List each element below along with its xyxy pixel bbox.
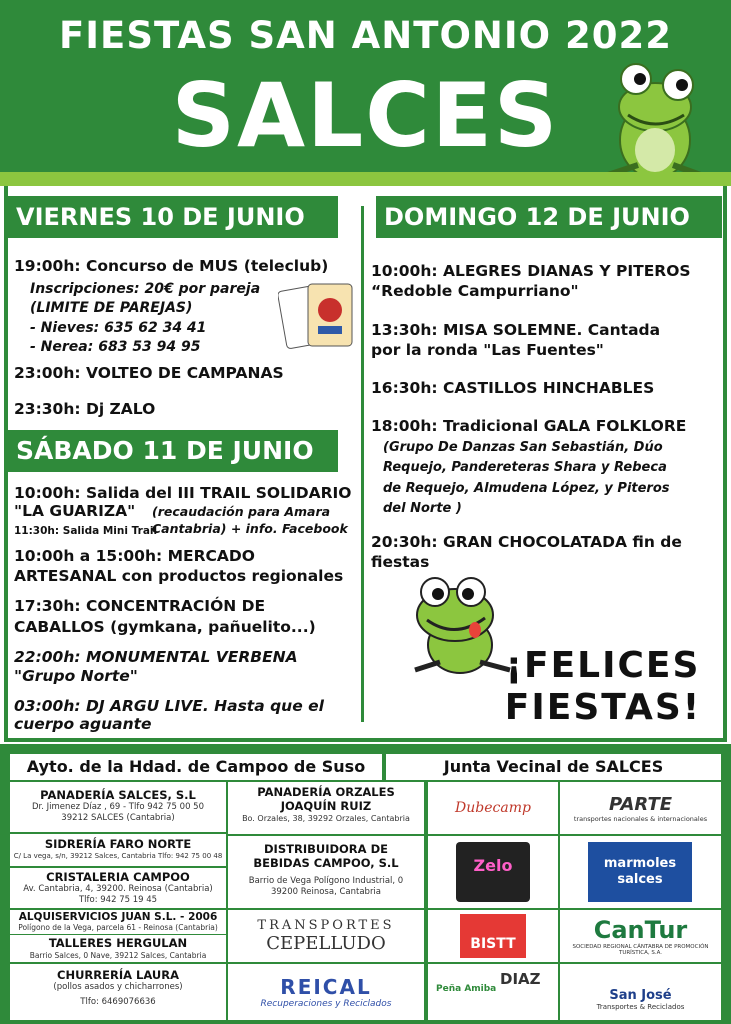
mus-contact-nieves: - Nieves: 635 62 34 41 — [30, 320, 207, 336]
logo-text: REICAL — [280, 975, 372, 999]
column-divider — [361, 206, 364, 722]
event-campanas: 23:00h: VOLTEO DE CAMPANAS — [14, 364, 284, 382]
sponsor-heading-junta: Junta Vecinal de SALCES — [386, 754, 721, 780]
logo-text: marmoles — [603, 856, 677, 871]
event-trail: 10:00h: Salida del III TRAIL SOLIDARIO — [14, 484, 352, 502]
felices-line-1: ¡FELICES — [505, 645, 701, 686]
sponsor-panaderia-orzales — [228, 782, 424, 834]
event-gala: 18:00h: Tradicional GALA FOLKLORE — [371, 417, 687, 435]
sponsor-detail: Av. Cantabria, 4, 39200. Reinosa (Cantabria) — [23, 884, 213, 894]
sponsor-heading-ayto: Ayto. de la Hdad. de Campoo de Suso — [10, 754, 382, 780]
sponsor-cristaleria — [10, 868, 226, 908]
event-chocolatada-2: fiestas — [371, 553, 430, 571]
event-dj-argu: 03:00h: DJ ARGU LIVE. Hasta que el — [14, 697, 324, 715]
sponsor-sidreria — [10, 834, 226, 866]
logo-text: Peña Amiba — [436, 984, 497, 994]
sponsor-detail: Polígono de la Vega, parcela 61 - Reinosa (Cantabria) — [18, 923, 218, 932]
sponsor-name: CRISTALERIA CAMPOO — [46, 870, 190, 884]
header-accent-line — [0, 172, 731, 186]
event-trail-name: "LA GUARIZA" — [14, 502, 136, 520]
sponsor-zelo — [428, 836, 558, 908]
event-misa-2: por la ronda "Las Fuentes" — [371, 341, 604, 359]
sponsor-talleres — [10, 935, 226, 962]
event-dianas-2: “Redoble Campurriano" — [371, 282, 579, 300]
sponsor-bistt — [428, 910, 558, 962]
sponsor-detail: 39200 Reinosa, Cantabria — [270, 887, 382, 897]
logo-text: CEPELLUDO — [266, 933, 386, 954]
sponsor-detail: Tlfo: 6469076636 — [80, 997, 156, 1007]
sponsor-name: SIDRERÍA FARO NORTE — [44, 837, 192, 851]
sponsor-detail: Dr. Jimenez Díaz , 69 - Tlfo 942 75 00 50 — [31, 802, 205, 812]
sponsor-marmoles — [560, 836, 721, 908]
friday-heading: VIERNES 10 DE JUNIO — [8, 196, 338, 238]
sponsor-parte — [560, 782, 721, 834]
sponsor-detail: Barrio Salces, 0 Nave, 39212 Salces, Cantabria — [29, 951, 207, 960]
mus-contact-nerea: - Nerea: 683 53 94 95 — [30, 339, 201, 355]
sponsor-name: PANADERÍA ORZALES — [257, 785, 395, 799]
logo-text: Recuperaciones y Reciclados — [260, 999, 392, 1009]
event-caballos-2: CABALLOS (gymkana, pañuelito...) — [14, 618, 316, 636]
gala-detail-2: Requejo, Pandereteras Shara y Rebeca — [383, 460, 667, 475]
event-dj-argu-2: cuerpo aguante — [14, 715, 152, 733]
event-mus: 19:00h: Concurso de MUS (teleclub) — [14, 257, 329, 275]
mini-trail: 11:30h: Salida Mini Trail — [14, 525, 158, 537]
event-castillos: 16:30h: CASTILLOS HINCHABLES — [371, 379, 655, 397]
sponsor-name-2: JOAQUÍN RUIZ — [280, 799, 372, 813]
felices-fiestas — [488, 645, 718, 729]
sponsor-name: ALQUISERVICIOS JUAN S.L. - 2006 — [18, 911, 218, 923]
sponsor-name: CHURRERÍA LAURA — [57, 968, 179, 982]
event-dj-zalo: 23:30h: Dj ZALO — [14, 400, 156, 418]
sponsor-panaderia-salces — [10, 782, 226, 832]
sponsor-churreria — [10, 964, 226, 1020]
logo-text: PARTE — [608, 793, 673, 815]
event-misa: 13:30h: MISA SOLEMNE. Cantada — [371, 321, 661, 339]
sponsor-alquiservicios — [10, 910, 226, 934]
trail-note-2: Cantabria) + info. Facebook — [152, 521, 348, 536]
logo-text: San José — [609, 987, 672, 1003]
event-verbena: 22:00h: MONUMENTAL VERBENA — [14, 648, 298, 666]
event-dianas: 10:00h: ALEGRES DIANAS Y PITEROS — [371, 262, 691, 280]
logo-text: Transportes & Reciclados — [596, 1002, 685, 1011]
sponsor-sanjose — [560, 964, 721, 1020]
sunday-heading: DOMINGO 12 DE JUNIO — [376, 196, 722, 238]
sponsor-diaz — [428, 964, 558, 1020]
sponsor-name: PANADERÍA SALCES, S.L — [40, 788, 196, 802]
sponsor-detail: Tlfo: 942 75 19 45 — [78, 895, 158, 905]
logo-text: salces — [617, 872, 663, 887]
sponsor-detail: Bo. Orzales, 38, 39292 Orzales, Cantabria — [242, 814, 410, 823]
logo-text: SOCIEDAD REGIONAL CÁNTABRA DE PROMOCIÓN TURÍSTICA, S.A. — [572, 944, 709, 956]
frog-icon — [598, 55, 713, 185]
gala-detail-4: del Norte ) — [383, 501, 462, 516]
logo-text: TRANSPORTES — [257, 918, 395, 933]
logo-text: DIAZ — [500, 970, 541, 988]
mus-limit: (LIMITE DE PAREJAS) — [30, 300, 193, 316]
logo-text: transportes nacionales & internacionales — [573, 814, 708, 823]
sponsor-name: TALLERES HERGULAN — [48, 936, 188, 950]
logo-text: Zelo — [473, 856, 513, 875]
felices-line-2: FIESTAS! — [504, 687, 702, 728]
trail-note-1: (recaudación para Amara — [152, 504, 331, 519]
town-title: SALCES — [171, 64, 560, 167]
event-verbena-2: "Grupo Norte" — [14, 667, 138, 685]
sponsor-cepelludo — [228, 910, 424, 962]
gala-detail-1: (Grupo De Danzas San Sebastián, Dúo — [383, 440, 663, 455]
event-mercado-2: ARTESANAL con productos regionales — [14, 567, 344, 585]
sponsor-reical — [228, 964, 424, 1020]
event-title: FIESTAS SAN ANTONIO 2022 — [59, 14, 672, 57]
logo-text: CanTur — [593, 916, 688, 944]
sponsor-dubecamp — [428, 782, 558, 834]
event-chocolatada: 20:30h: GRAN CHOCOLATADA fin de — [371, 533, 682, 551]
sponsor-name-2: BEBIDAS CAMPOO, S.L — [253, 856, 399, 870]
event-caballos: 17:30h: CONCENTRACIÓN DE — [14, 597, 266, 615]
sponsor-cantur — [560, 910, 721, 962]
sponsor-name: DISTRIBUIDORA DE — [264, 842, 388, 856]
event-mercado: 10:00h a 15:00h: MERCADO — [14, 547, 255, 565]
sponsor-distribuidora — [228, 836, 424, 908]
sponsor-detail: C/ La vega, s/n, 39212 Salces, Cantabria Tlfo: 942 75 00 48 — [13, 852, 223, 860]
logo-text: BISTT — [470, 936, 516, 952]
playing-cards-icon — [278, 280, 358, 350]
sponsor-detail: 39212 SALCES (Cantabria) — [61, 813, 175, 823]
logo-text: Dubecamp — [455, 800, 531, 816]
sponsor-detail: (pollos asados y chicharrones) — [53, 982, 183, 992]
saturday-heading: SÁBADO 11 DE JUNIO — [8, 430, 338, 472]
mus-inscription: Inscripciones: 20€ por pareja — [30, 281, 261, 297]
gala-detail-3: de Requejo, Almudena López, y Piteros — [383, 481, 670, 496]
sponsor-detail: Barrio de Vega Polígono Industrial, 0 — [248, 876, 404, 886]
